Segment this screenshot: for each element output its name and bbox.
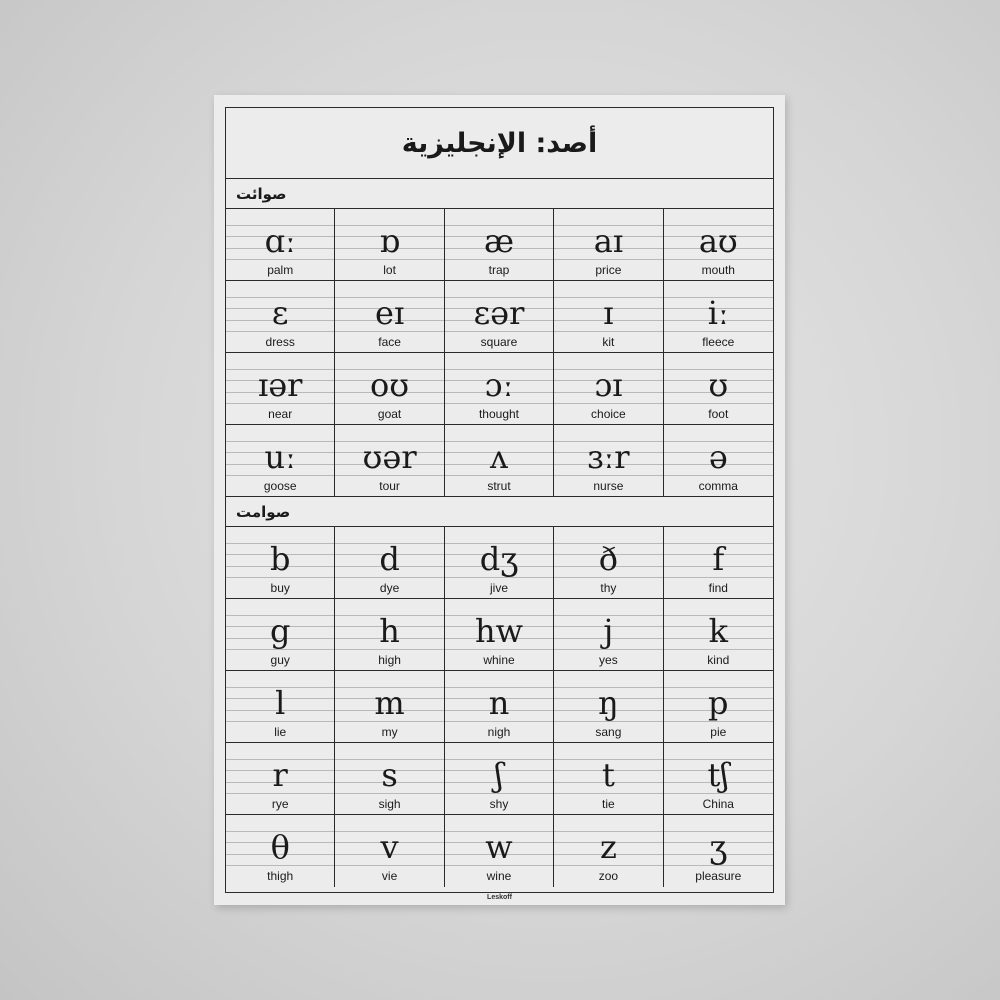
phoneme-symbol: ɛər <box>473 294 525 332</box>
phoneme-cell <box>554 209 663 281</box>
consonant-grid <box>226 527 773 887</box>
phoneme-cell <box>554 353 663 425</box>
phoneme-symbol: hw <box>474 612 523 650</box>
phoneme-cell <box>664 527 773 599</box>
consonants-header <box>226 497 773 527</box>
phoneme-cell <box>226 209 335 281</box>
phoneme-symbol: k <box>708 612 728 650</box>
example-word: China <box>702 797 734 811</box>
phoneme-cell <box>445 209 554 281</box>
phoneme-symbol: ɔɪ <box>594 366 623 404</box>
phoneme-symbol: ɛ <box>271 294 289 332</box>
example-word: goat <box>377 407 402 421</box>
example-word: palm <box>267 263 294 277</box>
phoneme-symbol: uː <box>264 438 296 476</box>
phoneme-cell <box>445 527 554 599</box>
phoneme-cell <box>554 815 663 887</box>
phoneme-symbol: ɒ <box>379 222 400 260</box>
example-word: sang <box>595 725 622 739</box>
example-word: mouth <box>701 263 735 277</box>
phoneme-cell <box>445 671 554 743</box>
example-word: guy <box>270 653 290 667</box>
phoneme-cell <box>664 743 773 815</box>
example-word: wine <box>486 869 512 883</box>
phoneme-cell <box>664 671 773 743</box>
phoneme-cell <box>335 425 444 497</box>
poster-title: أصد: الإنجليزية <box>401 127 598 159</box>
phoneme-cell <box>445 743 554 815</box>
example-word: nurse <box>593 479 624 493</box>
example-word: strut <box>487 479 511 493</box>
phoneme-cell <box>226 425 335 497</box>
phoneme-cell <box>335 353 444 425</box>
phoneme-cell <box>554 281 663 353</box>
example-word: pie <box>710 725 727 739</box>
phoneme-symbol: f <box>712 540 725 578</box>
phoneme-cell <box>664 815 773 887</box>
example-word: tour <box>379 479 400 493</box>
phoneme-symbol: ɪ <box>603 294 614 332</box>
example-word: kit <box>602 335 615 349</box>
phoneme-symbol: aʊ <box>698 222 738 260</box>
phoneme-symbol: ʊ <box>708 366 729 404</box>
ipa-poster <box>214 95 785 905</box>
phoneme-symbol: ð <box>598 540 619 578</box>
phoneme-symbol: dʒ <box>479 540 519 578</box>
phoneme-cell <box>335 671 444 743</box>
phoneme-cell <box>335 527 444 599</box>
phoneme-cell <box>554 671 663 743</box>
phoneme-cell <box>226 599 335 671</box>
phoneme-cell <box>226 743 335 815</box>
phoneme-symbol: ʊər <box>362 438 417 476</box>
phoneme-cell <box>554 425 663 497</box>
phoneme-symbol: l <box>275 684 286 722</box>
phoneme-symbol: r <box>272 756 288 794</box>
example-word: thigh <box>267 869 294 883</box>
phoneme-cell <box>664 209 773 281</box>
example-word: foot <box>708 407 729 421</box>
phoneme-cell <box>554 527 663 599</box>
phoneme-cell <box>226 815 335 887</box>
phoneme-cell <box>335 815 444 887</box>
example-word: shy <box>489 797 509 811</box>
phoneme-cell <box>335 743 444 815</box>
phoneme-symbol: ʒ <box>709 828 728 866</box>
vowel-grid <box>226 209 773 497</box>
example-word: find <box>708 581 728 595</box>
phoneme-cell <box>664 425 773 497</box>
phoneme-symbol: m <box>374 684 405 722</box>
phoneme-symbol: w <box>485 828 513 866</box>
phoneme-symbol: æ <box>483 222 515 260</box>
example-word: vie <box>381 869 398 883</box>
phoneme-cell <box>445 353 554 425</box>
phoneme-symbol: aɪ <box>593 222 624 260</box>
phoneme-symbol: ɑː <box>264 222 296 260</box>
consonants-heading: صوامت <box>236 502 291 521</box>
example-word: nigh <box>487 725 511 739</box>
example-word: square <box>480 335 518 349</box>
phoneme-symbol: v <box>380 828 399 866</box>
phoneme-cell <box>445 815 554 887</box>
phoneme-symbol: ʃ <box>494 756 504 794</box>
phoneme-cell <box>445 281 554 353</box>
example-word: goose <box>263 479 297 493</box>
phoneme-cell <box>335 599 444 671</box>
example-word: pleasure <box>695 869 742 883</box>
example-word: comma <box>698 479 738 493</box>
phoneme-cell <box>554 599 663 671</box>
title-box <box>226 108 773 179</box>
phoneme-symbol: ə <box>708 438 728 476</box>
example-word: my <box>381 725 398 739</box>
phoneme-cell <box>335 281 444 353</box>
phoneme-symbol: g <box>269 612 291 650</box>
phoneme-symbol: p <box>708 684 729 722</box>
phoneme-cell <box>335 209 444 281</box>
example-word: choice <box>591 407 626 421</box>
example-word: rye <box>271 797 289 811</box>
brand-logo: Leskoff <box>487 894 512 901</box>
phoneme-cell <box>664 353 773 425</box>
phoneme-symbol: ŋ <box>598 684 619 722</box>
phoneme-symbol: iː <box>707 294 729 332</box>
vowels-heading: صوائت <box>236 184 287 203</box>
example-word: thought <box>478 407 520 421</box>
example-word: sigh <box>378 797 401 811</box>
phoneme-symbol: θ <box>270 828 290 866</box>
example-word: zoo <box>598 869 619 883</box>
phoneme-symbol: b <box>269 540 291 578</box>
example-word: kind <box>707 653 730 667</box>
phoneme-cell <box>226 281 335 353</box>
phoneme-symbol: j <box>603 612 614 650</box>
phoneme-cell <box>226 671 335 743</box>
example-word: dye <box>379 581 400 595</box>
phoneme-cell <box>554 743 663 815</box>
poster-frame <box>225 107 774 893</box>
vowels-header <box>226 179 773 209</box>
example-word: lot <box>383 263 396 277</box>
phoneme-symbol: oʊ <box>370 366 410 404</box>
phoneme-symbol: s <box>381 756 398 794</box>
example-word: face <box>378 335 401 349</box>
example-word: dress <box>265 335 295 349</box>
phoneme-symbol: n <box>488 684 510 722</box>
example-word: tie <box>602 797 615 811</box>
phoneme-symbol: eɪ <box>375 294 405 332</box>
phoneme-symbol: t <box>601 756 615 794</box>
phoneme-symbol: d <box>379 540 400 578</box>
example-word: whine <box>483 653 515 667</box>
phoneme-symbol: h <box>379 612 400 650</box>
example-word: lie <box>274 725 287 739</box>
example-word: thy <box>600 581 617 595</box>
phoneme-symbol: ʌ <box>489 438 509 476</box>
phoneme-cell <box>445 425 554 497</box>
example-word: fleece <box>702 335 735 349</box>
phoneme-cell <box>226 353 335 425</box>
example-word: trap <box>488 263 510 277</box>
phoneme-symbol: ɜːr <box>587 438 630 476</box>
example-word: jive <box>489 581 508 595</box>
phoneme-cell <box>664 599 773 671</box>
phoneme-symbol: z <box>599 828 617 866</box>
example-word: near <box>268 407 293 421</box>
phoneme-cell <box>445 599 554 671</box>
phoneme-cell <box>226 527 335 599</box>
phoneme-symbol: ɔː <box>484 366 514 404</box>
phoneme-symbol: ɪər <box>257 366 303 404</box>
phoneme-cell <box>664 281 773 353</box>
example-word: buy <box>270 581 290 595</box>
example-word: high <box>378 653 401 667</box>
phoneme-symbol: tʃ <box>707 756 730 794</box>
example-word: price <box>595 263 622 277</box>
example-word: yes <box>599 653 618 667</box>
